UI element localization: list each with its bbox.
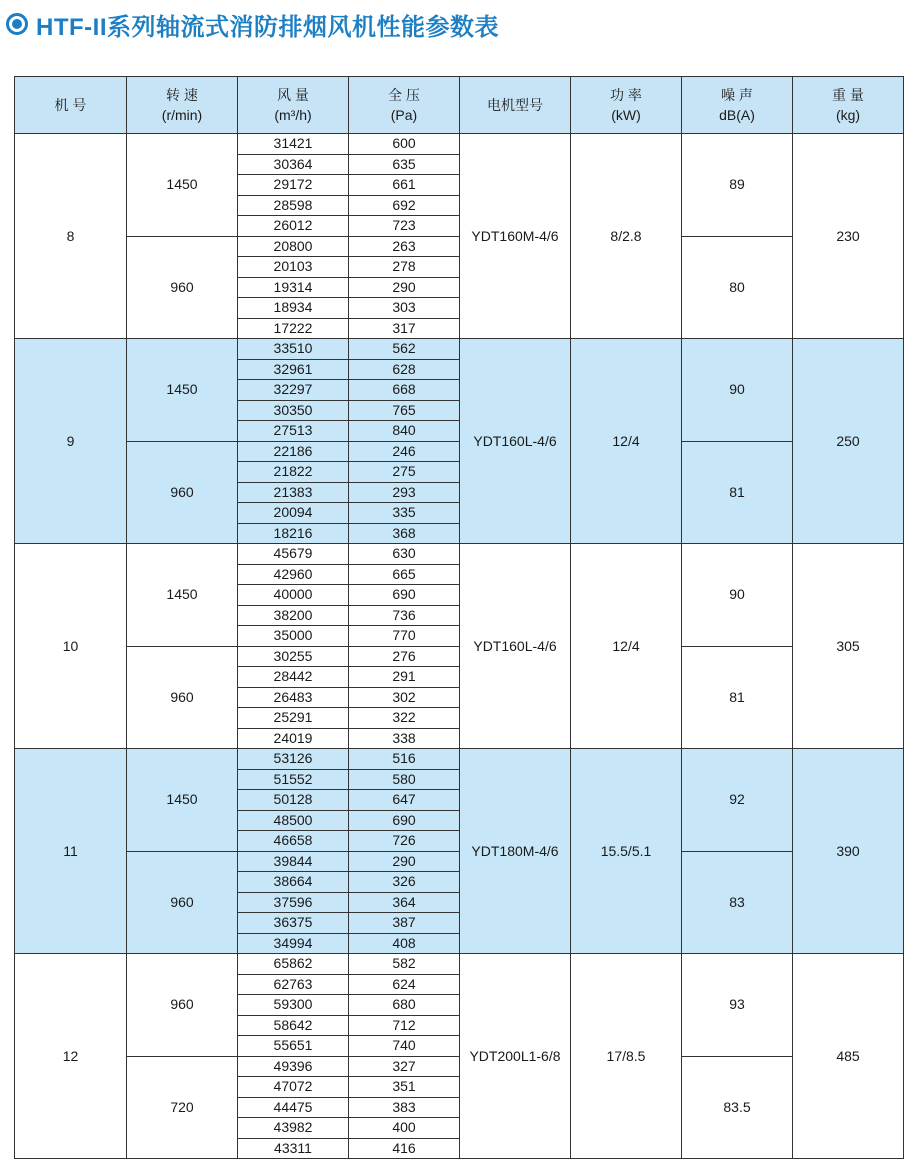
noise-cell: 81 bbox=[682, 646, 793, 749]
header-label: 电机型号 bbox=[487, 97, 543, 113]
motor-model-cell: YDT160L-4/6 bbox=[460, 339, 571, 544]
header-power bbox=[571, 77, 682, 134]
model-no-cell: 12 bbox=[15, 954, 127, 1159]
power-cell: 15.5/5.1 bbox=[571, 749, 682, 954]
table-row bbox=[15, 441, 904, 462]
total-pressure-cell: 278 bbox=[349, 257, 460, 278]
total-pressure-cell: 665 bbox=[349, 564, 460, 585]
total-pressure-cell: 351 bbox=[349, 1077, 460, 1098]
total-pressure-cell: 317 bbox=[349, 318, 460, 339]
air-volume-cell: 28442 bbox=[238, 667, 349, 688]
power-cell: 12/4 bbox=[571, 339, 682, 544]
total-pressure-cell: 335 bbox=[349, 503, 460, 524]
model-no-cell: 10 bbox=[15, 544, 127, 749]
total-pressure-cell: 246 bbox=[349, 441, 460, 462]
air-volume-cell: 47072 bbox=[238, 1077, 349, 1098]
weight-cell: 390 bbox=[793, 749, 904, 954]
model-no-cell: 9 bbox=[15, 339, 127, 544]
model-no-cell: 11 bbox=[15, 749, 127, 954]
air-volume-cell: 38664 bbox=[238, 872, 349, 893]
noise-cell: 81 bbox=[682, 441, 793, 544]
air-volume-cell: 18934 bbox=[238, 298, 349, 319]
air-volume-cell: 29172 bbox=[238, 175, 349, 196]
table-row bbox=[15, 339, 904, 360]
motor-model-cell: YDT200L1-6/8 bbox=[460, 954, 571, 1159]
air-volume-cell: 33510 bbox=[238, 339, 349, 360]
total-pressure-cell: 690 bbox=[349, 585, 460, 606]
total-pressure-cell: 580 bbox=[349, 769, 460, 790]
noise-cell: 90 bbox=[682, 339, 793, 442]
air-volume-cell: 24019 bbox=[238, 728, 349, 749]
air-volume-cell: 35000 bbox=[238, 626, 349, 647]
weight-cell: 230 bbox=[793, 134, 904, 339]
page-title: HTF-II系列轴流式消防排烟风机性能参数表 bbox=[36, 13, 499, 41]
noise-cell: 83 bbox=[682, 851, 793, 954]
air-volume-cell: 40000 bbox=[238, 585, 349, 606]
header-unit: (m³/h) bbox=[274, 107, 312, 123]
total-pressure-cell: 293 bbox=[349, 482, 460, 503]
total-pressure-cell: 290 bbox=[349, 851, 460, 872]
air-volume-cell: 45679 bbox=[238, 544, 349, 565]
air-volume-cell: 50128 bbox=[238, 790, 349, 811]
total-pressure-cell: 327 bbox=[349, 1056, 460, 1077]
total-pressure-cell: 624 bbox=[349, 974, 460, 995]
model-no-cell: 8 bbox=[15, 134, 127, 339]
weight-cell: 485 bbox=[793, 954, 904, 1159]
table-row bbox=[15, 236, 904, 257]
air-volume-cell: 26483 bbox=[238, 687, 349, 708]
air-volume-cell: 55651 bbox=[238, 1036, 349, 1057]
air-volume-cell: 38200 bbox=[238, 605, 349, 626]
total-pressure-cell: 322 bbox=[349, 708, 460, 729]
air-volume-cell: 58642 bbox=[238, 1015, 349, 1036]
header-speed bbox=[127, 77, 238, 134]
total-pressure-cell: 635 bbox=[349, 154, 460, 175]
total-pressure-cell: 647 bbox=[349, 790, 460, 811]
total-pressure-cell: 276 bbox=[349, 646, 460, 667]
air-volume-cell: 20094 bbox=[238, 503, 349, 524]
total-pressure-cell: 562 bbox=[349, 339, 460, 360]
header-unit: (kg) bbox=[835, 107, 861, 123]
total-pressure-cell: 726 bbox=[349, 831, 460, 852]
speed-cell: 960 bbox=[127, 236, 238, 339]
total-pressure-cell: 400 bbox=[349, 1118, 460, 1139]
air-volume-cell: 18216 bbox=[238, 523, 349, 544]
total-pressure-cell: 690 bbox=[349, 810, 460, 831]
header-label: 噪 声 bbox=[721, 87, 753, 103]
header-air-volume bbox=[238, 77, 349, 134]
bullet-circle-icon bbox=[6, 13, 28, 35]
air-volume-cell: 51552 bbox=[238, 769, 349, 790]
total-pressure-cell: 582 bbox=[349, 954, 460, 975]
air-volume-cell: 42960 bbox=[238, 564, 349, 585]
table-row bbox=[15, 749, 904, 770]
air-volume-cell: 43311 bbox=[238, 1138, 349, 1159]
noise-cell: 89 bbox=[682, 134, 793, 237]
motor-model-cell: YDT160M-4/6 bbox=[460, 134, 571, 339]
header-label: 全 压 bbox=[388, 87, 420, 103]
total-pressure-cell: 630 bbox=[349, 544, 460, 565]
air-volume-cell: 37596 bbox=[238, 892, 349, 913]
power-cell: 17/8.5 bbox=[571, 954, 682, 1159]
total-pressure-cell: 338 bbox=[349, 728, 460, 749]
total-pressure-cell: 364 bbox=[349, 892, 460, 913]
total-pressure-cell: 383 bbox=[349, 1097, 460, 1118]
air-volume-cell: 49396 bbox=[238, 1056, 349, 1077]
noise-cell: 80 bbox=[682, 236, 793, 339]
air-volume-cell: 20103 bbox=[238, 257, 349, 278]
table-row bbox=[15, 851, 904, 872]
speed-cell: 960 bbox=[127, 851, 238, 954]
speed-cell: 960 bbox=[127, 954, 238, 1057]
power-cell: 12/4 bbox=[571, 544, 682, 749]
total-pressure-cell: 516 bbox=[349, 749, 460, 770]
motor-model-cell: YDT180M-4/6 bbox=[460, 749, 571, 954]
header-label: 重 量 bbox=[832, 87, 864, 103]
speed-cell: 720 bbox=[127, 1056, 238, 1159]
air-volume-cell: 17222 bbox=[238, 318, 349, 339]
air-volume-cell: 30255 bbox=[238, 646, 349, 667]
air-volume-cell: 26012 bbox=[238, 216, 349, 237]
air-volume-cell: 46658 bbox=[238, 831, 349, 852]
header-row bbox=[15, 77, 904, 134]
air-volume-cell: 20800 bbox=[238, 236, 349, 257]
total-pressure-cell: 600 bbox=[349, 134, 460, 155]
total-pressure-cell: 368 bbox=[349, 523, 460, 544]
air-volume-cell: 36375 bbox=[238, 913, 349, 934]
header-noise bbox=[682, 77, 793, 134]
weight-cell: 305 bbox=[793, 544, 904, 749]
air-volume-cell: 21822 bbox=[238, 462, 349, 483]
speed-cell: 1450 bbox=[127, 544, 238, 647]
total-pressure-cell: 326 bbox=[349, 872, 460, 893]
total-pressure-cell: 840 bbox=[349, 421, 460, 442]
noise-cell: 83.5 bbox=[682, 1056, 793, 1159]
total-pressure-cell: 740 bbox=[349, 1036, 460, 1057]
header-unit: (Pa) bbox=[390, 107, 418, 123]
air-volume-cell: 31421 bbox=[238, 134, 349, 155]
air-volume-cell: 65862 bbox=[238, 954, 349, 975]
total-pressure-cell: 723 bbox=[349, 216, 460, 237]
speed-cell: 1450 bbox=[127, 339, 238, 442]
speed-cell: 1450 bbox=[127, 749, 238, 852]
header-label: 转 速 bbox=[166, 87, 198, 103]
header-label: 风 量 bbox=[277, 87, 309, 103]
header-total-pressure bbox=[349, 77, 460, 134]
total-pressure-cell: 387 bbox=[349, 913, 460, 934]
air-volume-cell: 21383 bbox=[238, 482, 349, 503]
air-volume-cell: 22186 bbox=[238, 441, 349, 462]
total-pressure-cell: 290 bbox=[349, 277, 460, 298]
table-row bbox=[15, 134, 904, 155]
total-pressure-cell: 408 bbox=[349, 933, 460, 954]
power-cell: 8/2.8 bbox=[571, 134, 682, 339]
header-label: 机 号 bbox=[54, 97, 87, 113]
total-pressure-cell: 302 bbox=[349, 687, 460, 708]
table-row bbox=[15, 544, 904, 565]
total-pressure-cell: 770 bbox=[349, 626, 460, 647]
title-bar bbox=[6, 4, 499, 44]
weight-cell: 250 bbox=[793, 339, 904, 544]
header-unit: (r/min) bbox=[161, 107, 203, 123]
air-volume-cell: 30364 bbox=[238, 154, 349, 175]
air-volume-cell: 34994 bbox=[238, 933, 349, 954]
table-row bbox=[15, 646, 904, 667]
header-motor-model bbox=[460, 77, 571, 134]
speed-cell: 960 bbox=[127, 441, 238, 544]
air-volume-cell: 28598 bbox=[238, 195, 349, 216]
air-volume-cell: 27513 bbox=[238, 421, 349, 442]
total-pressure-cell: 765 bbox=[349, 400, 460, 421]
total-pressure-cell: 692 bbox=[349, 195, 460, 216]
speed-cell: 1450 bbox=[127, 134, 238, 237]
air-volume-cell: 44475 bbox=[238, 1097, 349, 1118]
air-volume-cell: 62763 bbox=[238, 974, 349, 995]
total-pressure-cell: 628 bbox=[349, 359, 460, 380]
total-pressure-cell: 275 bbox=[349, 462, 460, 483]
noise-cell: 92 bbox=[682, 749, 793, 852]
total-pressure-cell: 668 bbox=[349, 380, 460, 401]
speed-cell: 960 bbox=[127, 646, 238, 749]
performance-table bbox=[14, 76, 904, 1159]
noise-cell: 90 bbox=[682, 544, 793, 647]
table-row bbox=[15, 954, 904, 975]
air-volume-cell: 19314 bbox=[238, 277, 349, 298]
header-unit: dB(A) bbox=[719, 107, 755, 123]
air-volume-cell: 39844 bbox=[238, 851, 349, 872]
air-volume-cell: 48500 bbox=[238, 810, 349, 831]
total-pressure-cell: 736 bbox=[349, 605, 460, 626]
total-pressure-cell: 661 bbox=[349, 175, 460, 196]
air-volume-cell: 25291 bbox=[238, 708, 349, 729]
total-pressure-cell: 416 bbox=[349, 1138, 460, 1159]
total-pressure-cell: 712 bbox=[349, 1015, 460, 1036]
table-body bbox=[15, 134, 904, 1159]
header-weight bbox=[793, 77, 904, 134]
header-unit: (kW) bbox=[611, 107, 641, 123]
total-pressure-cell: 303 bbox=[349, 298, 460, 319]
air-volume-cell: 53126 bbox=[238, 749, 349, 770]
header-model-no bbox=[15, 77, 127, 134]
table-row bbox=[15, 1056, 904, 1077]
air-volume-cell: 32297 bbox=[238, 380, 349, 401]
air-volume-cell: 59300 bbox=[238, 995, 349, 1016]
header-label: 功 率 bbox=[610, 87, 642, 103]
air-volume-cell: 43982 bbox=[238, 1118, 349, 1139]
air-volume-cell: 30350 bbox=[238, 400, 349, 421]
total-pressure-cell: 291 bbox=[349, 667, 460, 688]
total-pressure-cell: 263 bbox=[349, 236, 460, 257]
air-volume-cell: 32961 bbox=[238, 359, 349, 380]
total-pressure-cell: 680 bbox=[349, 995, 460, 1016]
motor-model-cell: YDT160L-4/6 bbox=[460, 544, 571, 749]
noise-cell: 93 bbox=[682, 954, 793, 1057]
